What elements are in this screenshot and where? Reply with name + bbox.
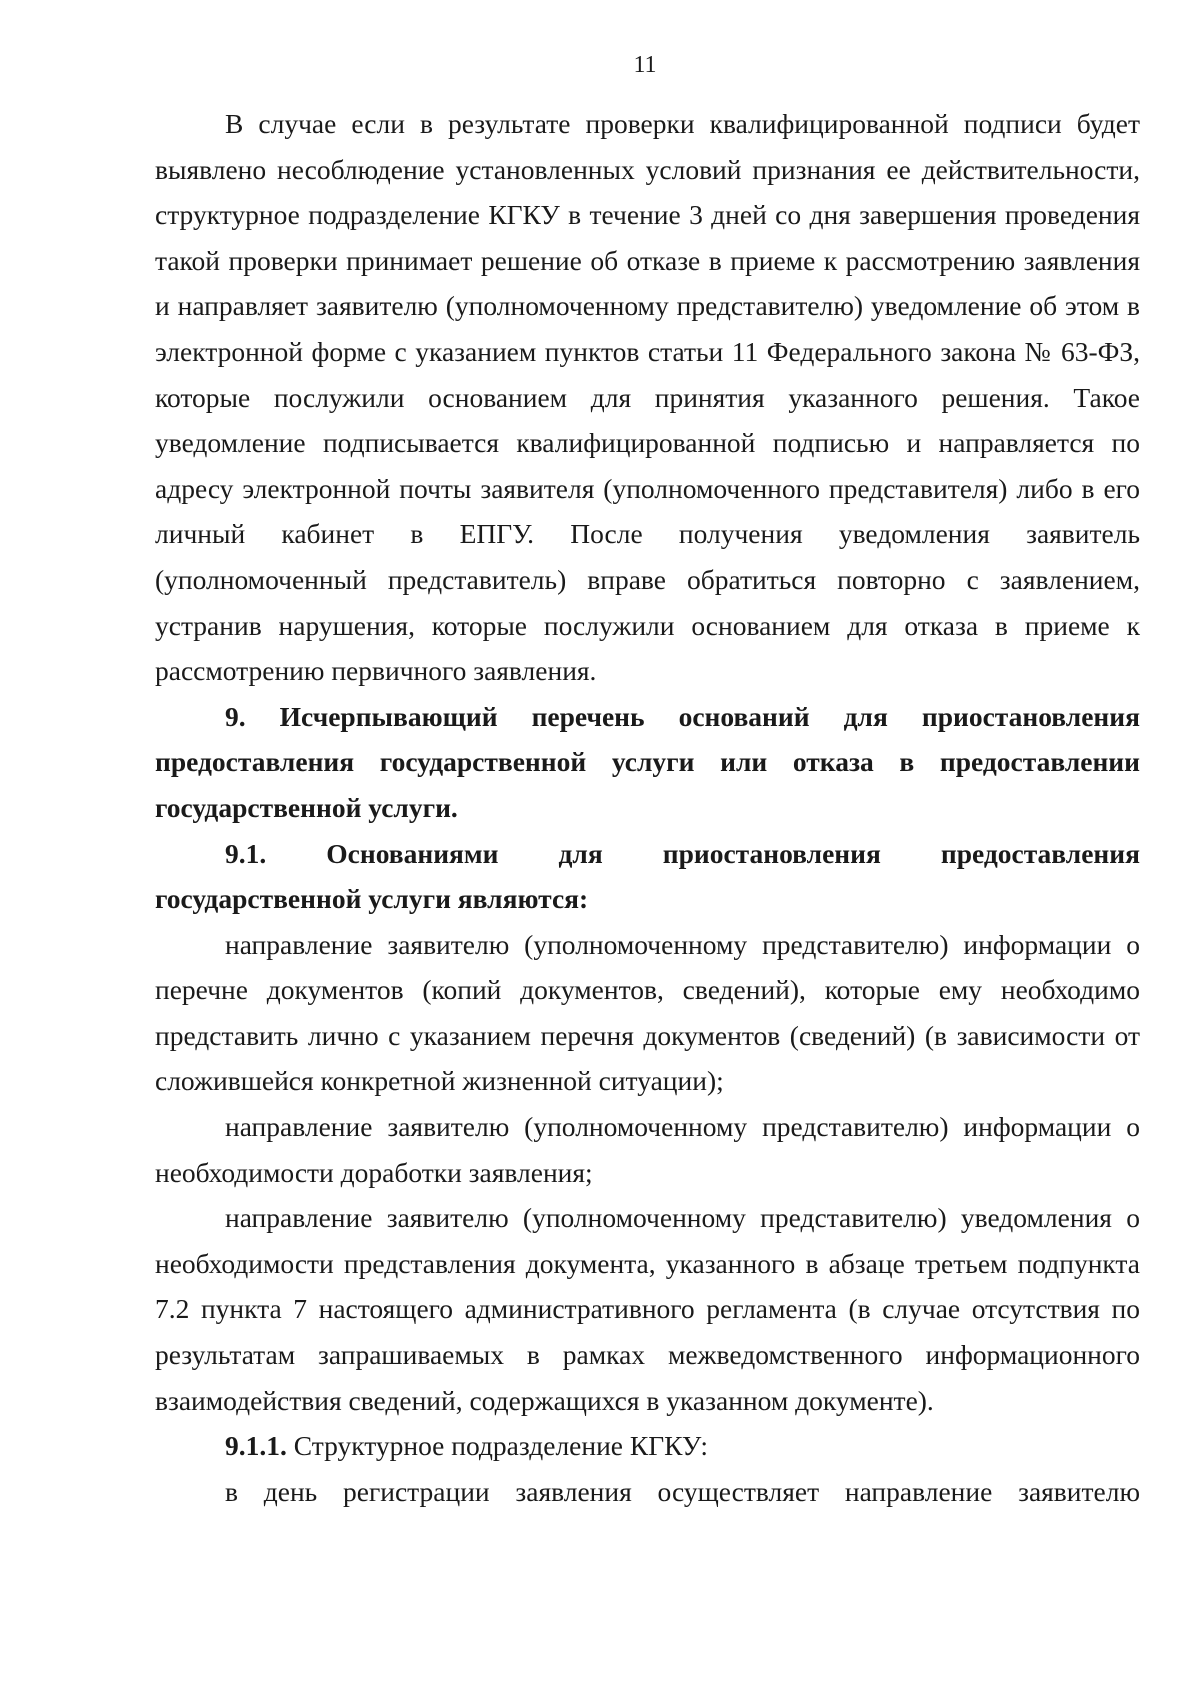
paragraph-registration-day: в день регистрации заявления осуществляет направление заявителю xyxy=(225,1475,1140,1507)
section-heading-9-1: 9.1. Основаниями для приостановления предоставления государственной услуги являются: xyxy=(155,837,1140,915)
paragraph-signature-check: В случае если в результате проверки квалифицированной подписи будет выявлено несоблюдение установленных условий признания ее действительности, структурное подразделение КГКУ в течение 3 дней со дня завершения проведения такой проверки принимает решение об отказе в приеме к рассмотрению заявления и направляет заявителю (уполномоченному представителю) уведомление об этом в электронной форме с указанием пунктов статьи 11 Федерального закона № 63-ФЗ, которые послужили основанием для принятия указанного решения. Такое уведомление подписывается квалифицированной подписью и направляется по адресу электронной почты заявителя (уполномоченного представителя) либо в его личный кабинет в ЕПГУ. После получения уведомления заявитель (уполномоченный представитель) вправе обратиться повторно с заявлением, устранив нарушения, которые послужили основанием для отказа в приеме к рассмотрению первичного заявления. xyxy=(155,108,1140,687)
paragraph-documents-list: направление заявителю (уполномоченному представителю) информации о перечне документов (копий документов, сведений), которые ему необходимо представить лично с указанием перечня документов (сведений) (в зависимости от сложившейся конкретной жизненной ситуации); xyxy=(155,928,1140,1097)
section-heading-9: 9. Исчерпывающий перечень оснований для приостановления предоставления государственной услуги или отказа в предоставлении государственной услуги. xyxy=(155,700,1140,823)
paragraph-revision-notice: направление заявителю (уполномоченному представителю) информации о необходимости доработки заявления; xyxy=(155,1111,1140,1188)
page-number: 11 xyxy=(633,52,657,78)
subsection-text: Структурное подразделение КГКУ: xyxy=(286,1430,708,1462)
subsection-number: 9.1.1. xyxy=(225,1430,287,1462)
document-body xyxy=(155,101,1140,1514)
paragraph-9-1-1 xyxy=(155,1423,1140,1469)
paragraph-document-notice: направление заявителю (уполномоченному представителю) уведомления о необходимости представления документа, указанного в абзаце третьем подпункта 7.2 пункта 7 настоящего административного регламента (в случае отсутствия по результатам запрашиваемых в рамках межведомственного информационного взаимодействия сведений, содержащихся в указанном документе). xyxy=(155,1202,1140,1416)
